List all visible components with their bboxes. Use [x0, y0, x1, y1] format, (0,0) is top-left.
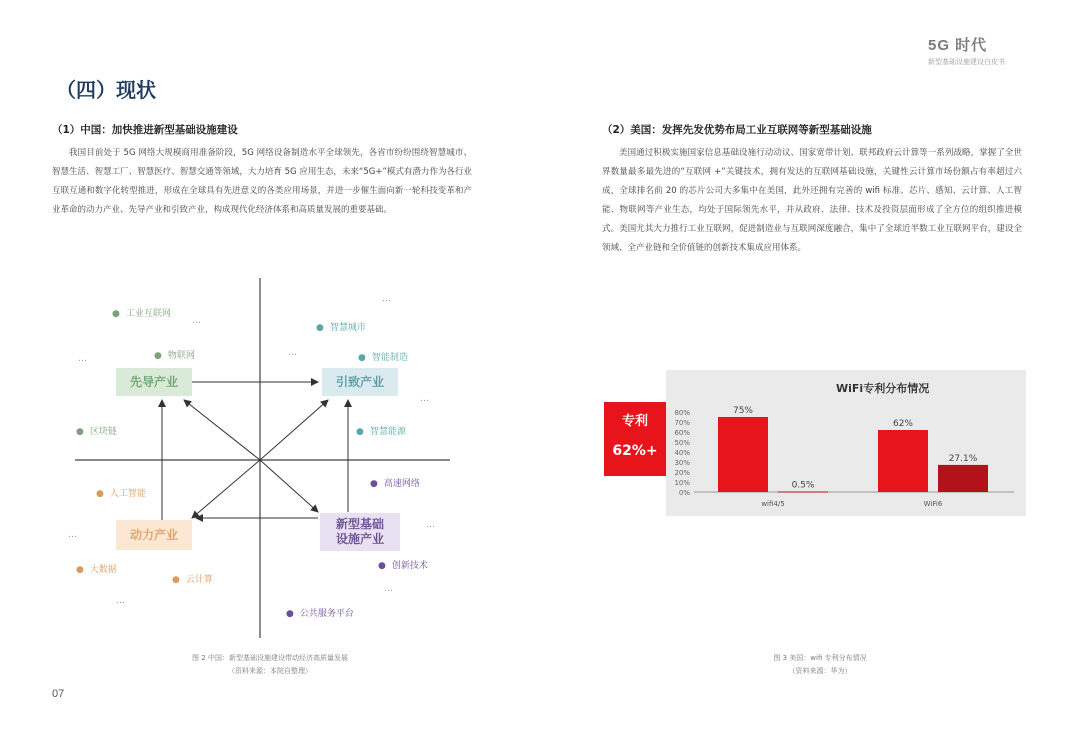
- ellipsis: …: [426, 520, 436, 530]
- data-label: 75%: [732, 406, 754, 416]
- y-tick-label: 20%: [674, 469, 690, 477]
- y-tick-label: 60%: [674, 429, 690, 437]
- ellipsis: …: [288, 348, 298, 358]
- usa-paragraph: 美国通过积极实施国家信息基础设施行动动议、国家宽带计划、联邦政府云计算等一系列战略，掌握了全世界数量最多最先进的“互联网 +”关键技术，拥有发达的互联网基础设施，关键性云计算市场份额占有率超过六成，全球排名前 20 的芯片公司大多集中在美国，此外还拥有完善的 wifi 标准、芯片、感知、云计算、人工智能、物联网等产业生态，均处于国际领先水平，并从政府、法律、技术及投资层面形成了全方位的组织推进模式。美国尤其大力推行工业互联网，促进制造业与互联网深度融合，集中了全球近半数工业互联网平台，建设全领域、全产业链和全价值链的创新技术集成应用体系。: [602, 148, 1022, 253]
- chart-plot: [604, 370, 1028, 520]
- patent-callout-label: 专利: [621, 414, 648, 429]
- page-number: 07: [52, 688, 65, 700]
- pilot-industry-box: 先导产业: [116, 368, 192, 396]
- chart-caption: [740, 652, 900, 678]
- chart-title: WiFi专利分布情况: [836, 382, 930, 395]
- item-big-data: ● 大数据: [76, 565, 117, 575]
- ellipsis: …: [420, 394, 430, 404]
- bar: [778, 492, 828, 493]
- y-tick-label: 80%: [674, 409, 690, 417]
- item-smart-energy: ● 智慧能源: [356, 427, 406, 437]
- y-tick-label: 50%: [674, 439, 690, 447]
- bar: [878, 430, 928, 492]
- x-tick-label: wifi4/5: [761, 500, 785, 508]
- data-label: 62%: [892, 419, 914, 429]
- wifi-patent-chart: [604, 370, 1028, 520]
- diagram-lines: [60, 268, 460, 648]
- patent-callout-value: 62%+: [612, 443, 658, 459]
- header-title: 5G 时代: [928, 37, 988, 54]
- infra-industry-box: [320, 513, 400, 551]
- infra-box-line2: 设施产业: [335, 532, 384, 546]
- item-public-service: ● 公共服务平台: [286, 609, 354, 619]
- item-blockchain: ● 区块链: [76, 427, 117, 437]
- item-smart-city: ● 智慧城市: [316, 323, 366, 333]
- diagram-caption-line1: 图 2 中国：新型基础设施建设带动经济高质量发展: [192, 654, 348, 662]
- right-column: [602, 122, 1022, 258]
- bar: [938, 465, 988, 492]
- chart-caption-line2: （资料来源：华为）: [788, 667, 852, 675]
- lead-industry-box: 引致产业: [322, 368, 398, 396]
- infra-box-line1: 新型基础: [335, 517, 384, 531]
- item-smart-manufacturing: ● 智能制造: [358, 353, 408, 363]
- y-tick-label: 0%: [678, 489, 690, 497]
- china-paragraph: 我国目前处于 5G 网络大规模商用准备阶段，5G 网络设备制造水平全球领先，各省市纷纷围绕智慧城市、智慧生活、智慧工厂、智慧医疗、智慧交通等领域，大力培育 5G 应用生态，未来“5G+”模式有潜力作为各行业互联互通和数字化转型推进，形成在全球具有先进意义的各类应用场景，并进一步催生面向新一轮科技变革和产业革命的动力产业、先导产业和引致产业，构成现代化经济体系和高质量发展的重要基础。: [52, 148, 472, 215]
- y-tick-label: 10%: [674, 479, 690, 487]
- china-heading: （1）中国：加快推进新型基础设施建设: [52, 124, 238, 136]
- ellipsis: …: [384, 584, 394, 594]
- y-tick-label: 40%: [674, 449, 690, 457]
- usa-heading: （2）美国：发挥先发优势布局工业互联网等新型基础设施: [602, 124, 872, 136]
- diagram-caption-line2: （资料来源：本院自整理）: [228, 667, 312, 675]
- chart-caption-line1: 图 3 美国：wifi 专利分布情况: [773, 654, 867, 662]
- bar: [718, 417, 768, 492]
- ellipsis: …: [192, 316, 202, 326]
- section-title: （四）现状: [56, 78, 156, 102]
- item-iot: ● 物联网: [154, 351, 195, 361]
- ellipsis: …: [116, 596, 126, 606]
- item-ai: ● 人工智能: [96, 489, 146, 499]
- item-high-speed-network: ● 高速网络: [370, 479, 420, 489]
- y-tick-label: 30%: [674, 459, 690, 467]
- diagram-caption: [140, 652, 400, 678]
- ellipsis: …: [78, 354, 88, 364]
- header-subtitle: 新型基础设施建设白皮书: [928, 58, 1005, 66]
- data-label: 0.5%: [791, 480, 815, 491]
- page-header: [928, 34, 1028, 67]
- item-cloud: ● 云计算: [172, 575, 213, 585]
- item-industrial-internet: ● 工业互联网: [112, 309, 171, 319]
- power-industry-box: 动力产业: [116, 520, 192, 550]
- item-innovation-tech: ● 创新技术: [378, 561, 428, 571]
- ellipsis: …: [68, 530, 78, 540]
- x-tick-label: WiFi6: [923, 500, 943, 508]
- data-label: 27.1%: [948, 453, 978, 464]
- industry-quadrant-diagram: [60, 268, 460, 648]
- ellipsis: …: [382, 294, 392, 304]
- left-column: [52, 122, 472, 220]
- y-tick-label: 70%: [674, 419, 690, 427]
